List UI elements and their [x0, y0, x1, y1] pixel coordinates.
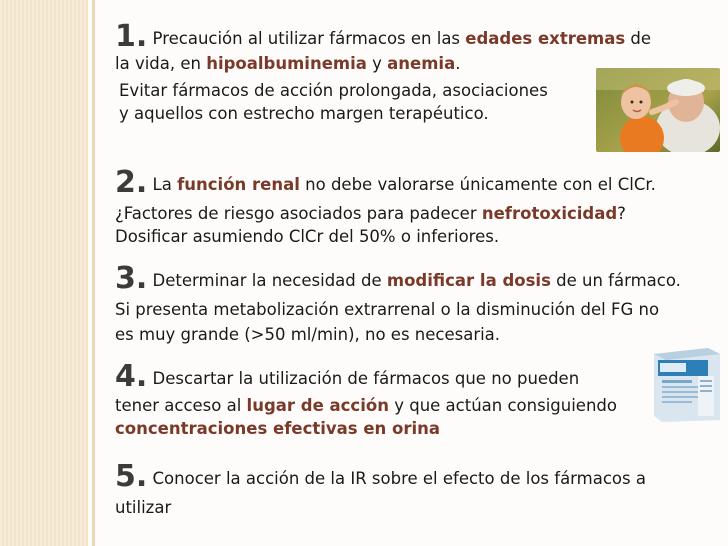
emphasis-text: lugar de acción — [246, 396, 389, 415]
emphasis-text: nefrotoxicidad — [481, 204, 618, 223]
point-number: 3. — [115, 261, 148, 296]
point-2: 2. La función renal no debe valorarse únicamente con el ClCr. ¿Factores de riesgo asociados para padecer nefrotoxicidad? Dosificar asumiendo ClCr del 50% o inferiores. — [115, 165, 656, 246]
point-1: 1. Precaución al utilizar fármacos en las edades extremas de la vida, en hipoalbuminemia y anemia. Evitar fármacos de acción prolongada, asociaciones y aquellos con estrecho margen terapéutico. — [115, 19, 652, 123]
emphasis-text: función renal — [177, 175, 300, 194]
point-3: 3. Determinar la necesidad de modificar la dosis de un fármaco. Si presenta metabolización extrarrenal o la disminución del FG no es muy grande (>50 ml/min), no es necesaria. — [115, 261, 681, 344]
emphasis-text: anemia — [387, 54, 456, 73]
emphasis-text: modificar la dosis — [386, 271, 551, 290]
emphasis-text: concentraciones efectivas en orina — [115, 419, 441, 438]
emphasis-text: hipoalbuminemia — [206, 54, 367, 73]
decorative-left-border — [0, 0, 88, 546]
point-number: 5. — [115, 459, 148, 494]
emphasis-text: edades extremas — [465, 29, 626, 48]
medicine-box-image — [648, 346, 722, 424]
point-number: 4. — [115, 359, 148, 394]
point-number: 2. — [115, 165, 148, 200]
point-4: 4. Descartar la utilización de fármacos que no pueden tener acceso al lugar de acción y que actúan consiguiendo concentraciones efectivas en orina — [115, 359, 617, 438]
point-5: 5. Conocer la acción de la IR sobre el efecto de los fármacos a utilizar — [115, 459, 646, 517]
border-divider — [92, 0, 95, 546]
grandfather-child-photo — [596, 68, 720, 152]
point-number: 1. — [115, 19, 148, 54]
